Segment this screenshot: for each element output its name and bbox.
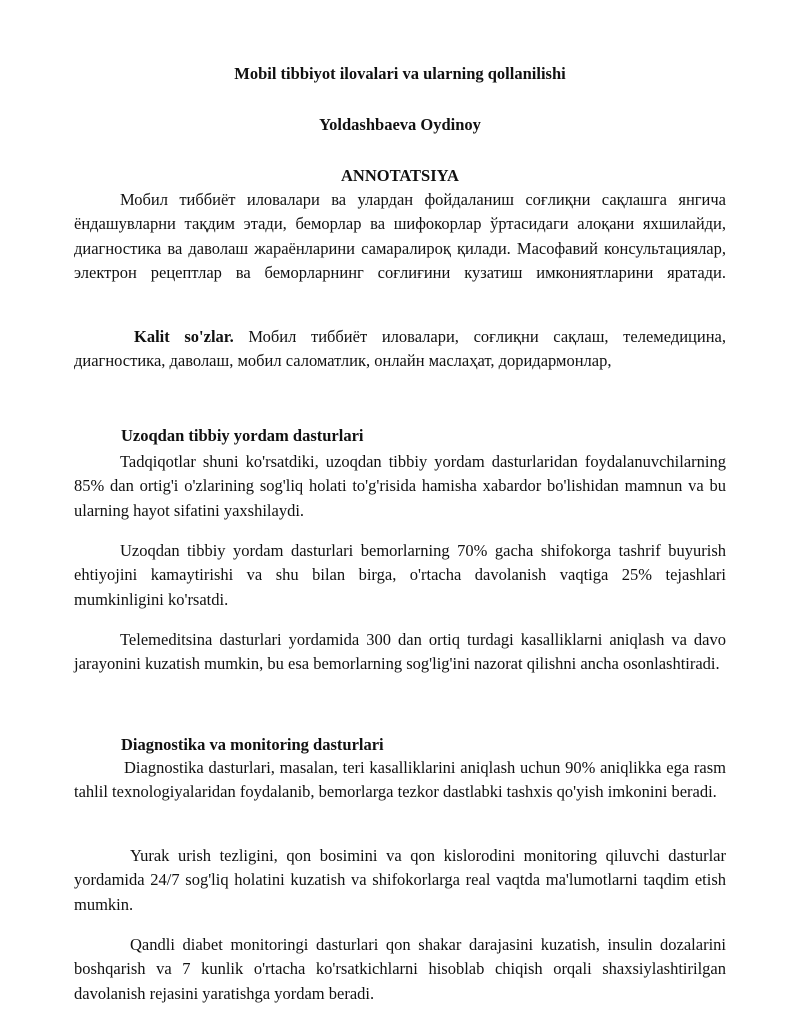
document-author: Yoldashbaeva Oydinoy (319, 115, 481, 134)
section-paragraph: Tadqiqotlar shuni ko'rsatdiki, uzoqdan tibbiy yordam dasturlaridan foydalanuvchilarning 85% dan ortig'i o'zlarining sog'liq holati to'g'risida hamisha xabardor bo'lishidan mamnun va bu ularning hayot sifatini yaxshilaydi. (74, 452, 726, 520)
section-heading: Diagnostika va monitoring dasturlari (121, 735, 384, 754)
keywords-label: Kalit so'zlar. (134, 327, 234, 346)
keywords-text: Мобил тиббиёт иловалари, соғлиқни сақлаш, телемедицина, диагностика, даволаш, мобил саломатлик, онлайн маслаҳат, доридармонлар, (74, 327, 726, 371)
keywords-paragraph (74, 325, 726, 374)
section-paragraph: Telemeditsina dasturlari yordamida 300 dan ortiq turdagi kasalliklarni aniqlash va davo jarayonini kuzatish mumkin, bu esa bemorlarning sog'lig'ini nazorat qilishni ancha osonlashtiradi. (74, 630, 726, 674)
section-heading: Uzoqdan tibbiy yordam dasturlari (121, 426, 364, 445)
annotation-heading: ANNOTATSIYA (341, 166, 459, 185)
annotation-text: Мобил тиббиёт иловалари ва улардан фойдаланиш соғлиқни сақлашга янгича ёндашувларни тақдим этади, беморлар ва шифокорлар ўртасидаги алоқани яхшилайди, диагностика ва даволаш жараёнларини самаралироқ қилади. Масофавий консультациялар, электрон рецептлар ва беморларнинг соғлиғини кузатиш имкониятларини яратади. (74, 190, 726, 282)
section-paragraph: Yurak urish tezligini, qon bosimini va qon kislorodini monitoring qiluvchi dasturlar yordamida 24/7 sog'liq holatini kuzatish va shifokorlarga real vaqtda ma'lumotlarni taqdim etish mumkin. (74, 846, 726, 914)
section-paragraph: Diagnostika dasturlari, masalan, teri kasalliklarini aniqlash uchun 90% aniqlikka ega rasm tahlil texnologiyalaridan foydalanib, bemorlarga tezkor dastlabki tashxis qo'yish imkonini beradi. (74, 758, 726, 802)
document-title: Mobil tibbiyot ilovalari va ularning qollanilishi (234, 64, 566, 83)
section-paragraph: Qandli diabet monitoringi dasturlari qon shakar darajasini kuzatish, insulin dozalarini boshqarish va 7 kunlik o'rtacha ko'rsatkichlarni hisoblab chiqish orqali shaxsiylashtirilgan davolanish rejasini yaratishga yordam beradi. (74, 935, 726, 1003)
section-paragraph: Uzoqdan tibbiy yordam dasturlari bemorlarning 70% gacha shifokorga tashrif buyurish ehtiyojini kamaytirishi va shu bilan birga, o'rtacha davolanish vaqtiga 25% tejashlari mumkinligini ko'rsatdi. (74, 541, 726, 609)
